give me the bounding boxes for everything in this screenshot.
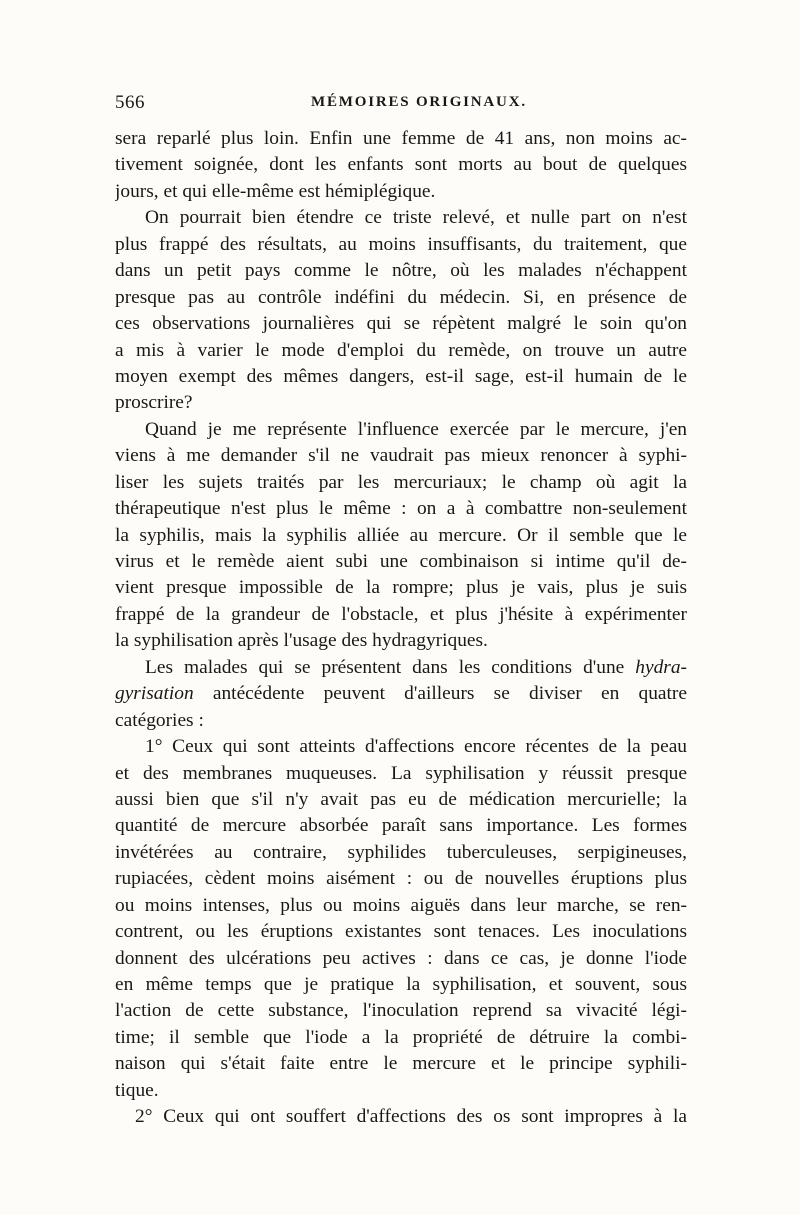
text-line: tique. [115, 1079, 159, 1101]
text-line: thérapeutique n'est plus le même : on a à combattre non-seulement [115, 498, 687, 520]
text-line: presque pas au contrôle indéfini du médecin. Si, en présence de [115, 286, 687, 308]
text-line: jours, et qui elle-même est hémiplégique. [115, 180, 436, 202]
text-span: antécédente peuvent d'ailleurs se diviser en quatre [212, 683, 687, 705]
text-line: rupiacées, cèdent moins aisément : ou de nouvelles éruptions plus [115, 868, 687, 890]
text-line: plus frappé des résultats, au moins insuffisants, du traitement, que [115, 233, 687, 255]
text-line: ces observations journalières qui se répètent malgré le soin qu'on [115, 313, 687, 335]
text-line: quantité de mercure absorbée paraît sans importance. Les formes [115, 815, 687, 837]
text-line: la syphilisation après l'usage des hydragyriques. [115, 630, 488, 652]
list-item-start-line: 1° Ceux qui sont atteints d'affections encore récentes de la peau [145, 736, 687, 758]
text-line: naison qui s'était faite entre le mercure et le principe syphili- [115, 1053, 687, 1075]
page-header [115, 92, 685, 114]
text-line: invétérées au contraire, syphilides tuberculeuses, serpigineuses, [115, 841, 687, 863]
text-line: catégories : [115, 709, 204, 731]
text-span: Les malades qui se présentent dans les conditions d'une [145, 656, 625, 678]
text-line: sera reparlé plus loin. Enfin une femme de 41 ans, non moins ac- [115, 128, 687, 149]
text-line: vient presque impossible de la rompre; plus je vais, plus je suis [115, 577, 687, 599]
text-line: moyen exempt des mêmes dangers, est-il sage, est-il humain de le [115, 365, 687, 387]
text-line: l'action de cette substance, l'inoculation reprend sa vivacité légi- [115, 1000, 687, 1022]
running-head: MÉMOIRES ORIGINAUX. [311, 94, 527, 110]
text-line: viens à me demander s'il ne vaudrait pas mieux renoncer à syphi- [115, 445, 687, 467]
paragraph-start-line: On pourrait bien étendre ce triste relevé, et nulle part on n'est [145, 207, 687, 229]
text-line: aussi bien que s'il n'y avait pas eu de médication mercurielle; la [115, 788, 687, 810]
text-line: virus et le remède aient subi une combinaison si intime qu'il de- [115, 551, 687, 572]
text-line: ou moins intenses, plus ou moins aiguës dans leur marche, se ren- [115, 894, 687, 916]
text-line: tivement soignée, dont les enfants sont morts au bout de quelques [115, 154, 687, 176]
page-number: 566 [115, 92, 145, 113]
paragraph-start-line [115, 655, 687, 681]
list-item-start-line: 2° Ceux qui ont souffert d'affections des os sont impropres à la [135, 1106, 687, 1128]
text-line: en même temps que je pratique la syphilisation, et souvent, sous [115, 974, 687, 995]
italic-term: gyrisation [115, 683, 194, 705]
body-text [115, 126, 687, 1131]
text-line: liser les sujets traités par les mercuriaux; le champ où agit la [115, 471, 687, 493]
text-line [115, 681, 687, 707]
text-line: et des membranes muqueuses. La syphilisation y réussit presque [115, 762, 687, 784]
text-line: dans un petit pays comme le nôtre, où les malades n'échappent [115, 260, 687, 282]
text-line: proscrire? [115, 392, 193, 414]
text-line: contrent, ou les éruptions existantes sont tenaces. Les inoculations [115, 921, 687, 943]
text-line: donnent des ulcérations peu actives : dans ce cas, je donne l'iode [115, 947, 687, 969]
text-line: frappé de la grandeur de l'obstacle, et plus j'hésite à expérimenter [115, 603, 687, 625]
paragraph-start-line: Quand je me représente l'influence exercée par le mercure, j'en [145, 418, 687, 440]
text-line: a mis à varier le mode d'emploi du remède, on trouve un autre [115, 339, 687, 361]
italic-term: hydra- [635, 656, 687, 678]
text-line: time; il semble que l'iode a la propriété de détruire la combi- [115, 1026, 687, 1048]
text-line: la syphilis, mais la syphilis alliée au mercure. Or il semble que le [115, 524, 687, 546]
